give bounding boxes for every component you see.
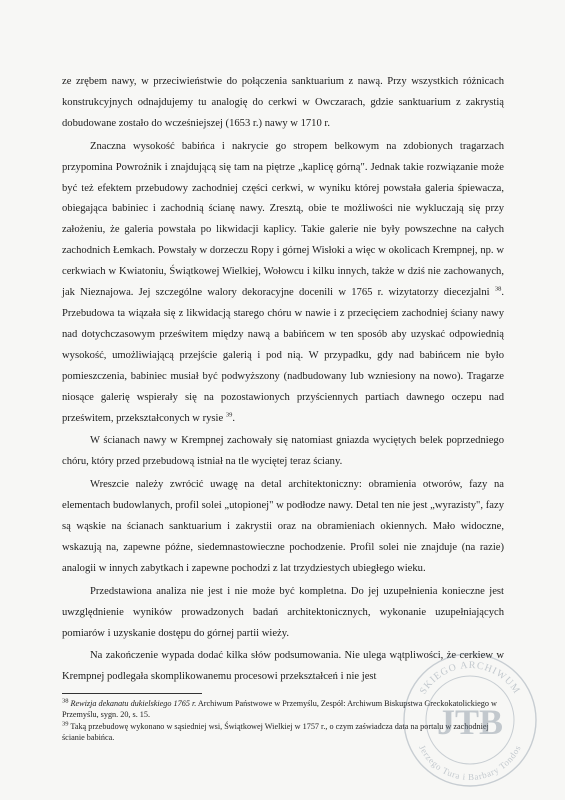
paragraph-6-text: Na zakończenie wypada dodać kilka słów podsumowania. Nie ulega wątpliwości, że cerkiew w Krempnej podlegała skomplikowanemu procesowi przekształceń i nie jest: [62, 650, 504, 683]
footnote-divider: [62, 693, 202, 694]
paragraph-5-text: Przedstawiona analiza nie jest i nie może być kompletna. Do jej uzupełnienia konieczne jest uwzględnienie wyników prowadzonych badań architektonicznych, wykonanie uzupełniających pomiarów i uzyskanie dostępu do górnej partii wieży.: [62, 585, 504, 639]
footnote-ref-38[interactable]: 38: [494, 285, 502, 293]
paragraph-2: [62, 137, 504, 430]
footnote-ref-39[interactable]: 39: [225, 410, 233, 418]
svg-text:Jerzego Tura i Barbary Tondos: [417, 743, 523, 782]
footnote-number: 39: [62, 720, 69, 728]
footnote-number: 38: [62, 697, 69, 705]
footnote-title: Rewizja dekanatu dukielskiego 1765 r.: [70, 699, 197, 708]
paragraph-3: [62, 431, 504, 473]
stamp-monogram: JTB: [436, 702, 504, 742]
paragraph-1: [62, 72, 504, 135]
paragraph-2-text: Znaczna wysokość babińca i nakrycie go stropem belkowym na zdobionych tragarzach przypomina Powroźnik i znajdującą się tam na piętrze „kaplicę górną". Jednak takie rozwiązanie może być też efektem przebudowy zachodniej części cerkwi, w wyniku której powstała galeria śpiewacza, obiegająca babiniec i zachodnią ścianę nawy. Zresztą, obie te możliwości nie wykluczają się przy założeniu, że galeria powstała po likwidacji kaplicy. Takie galerie nie były powszechne na całych zachodnich Łemkach. Powstały w dorzeczu Ropy i górnej Wisłoki a więc w okolicach Krempnej, np. w cerkwiach w Kwiatoniu, Świątkowej Wielkiej, Wołowcu i kilku innych, także w dziś nie zachowanych, jak Nieznajowa. Jej szczególne walory dekoracyjne docenili w 1765 r. wizytatorzy diecezjalni: [62, 140, 504, 299]
paragraph-2-text-cont: . Przebudowa ta wiązała się z likwidacją starego chóru w nawie i z przecięciem zachodniej ściany nawy nad dotychczasowym prześwitem między nawą a babińcem w ten sposób aby uzyskać odpowiednią wysokość, umożliwiającą przejście galerią i pod nią. W przypadku, gdy nad babińcem nie było pomieszczenia, babiniec musiał być podwyższony (nadbudowany lub wzniesiony na nowo). Tragarze niosące galerię wspierały się na pozostawionych przyściennych partiach dawnego oczepu nad prześwitem, przekształconych w rysie: [62, 287, 504, 424]
stamp-top-text: SKIEGO ARCHIWUM: [417, 659, 523, 697]
stamp-bottom-text: Jerzego Tura i Barbary Tondos: [417, 743, 523, 783]
paragraph-4: [62, 475, 504, 580]
main-text: [62, 72, 504, 688]
paragraph-2-text-end: .: [232, 412, 236, 424]
footnote-text: Archiwum Państwowe w Przemyślu, Zespół: Archiwum Biskupstwa Greckokatolickiego w Przemyślu, sygn. 20, s. 15.: [62, 699, 497, 720]
paragraph-3-text: W ścianach nawy w Krempnej zachowały się natomiast gniazda wyciętych belek poprzedniego chóru, który przed przebudową istniał na tle wyciętej teraz ściany.: [62, 435, 504, 468]
paragraph-5: [62, 582, 504, 645]
archive-stamp-icon: [400, 650, 540, 790]
paragraph-1-text: ze zrębem nawy, w przeciwieństwie do połączenia sanktuarium z nawą. Przy wszystkich różnicach konstrukcyjnych odnajdujemy tu analogię do cerkwi w Owczarach, gdzie sanktuarium z zakrystią dobudowane zostało do wcześniejszej (1653 r.) nawy w 1710 r.: [62, 76, 504, 129]
paragraph-4-text: Wreszcie należy zwrócić uwagę na detal architektoniczny: obramienia otworów, fazy na elementach budowlanych, profil solei „utopionej" w podłodze nawy. Detal ten nie jest „wyrazisty", fazy są wąskie na ścianach sanktuarium i zakrystii oraz na obramieniach okiennych. Mało widoczne, wskazują na, zapewne późne, siedemnastowieczne pochodzenie. Profil solei nie znajduje (na razie) analogii w innych zabytkach i zapewne pochodzi z lat trzydziestych ubiegłego wieku.: [62, 479, 504, 574]
footnote-text: Taką przebudowę wykonano w sąsiedniej wsi, Świątkowej Wielkiej w 1757 r., o czym zaświadcza data na portalu w zachodniej ścianie babińca.: [62, 721, 489, 743]
